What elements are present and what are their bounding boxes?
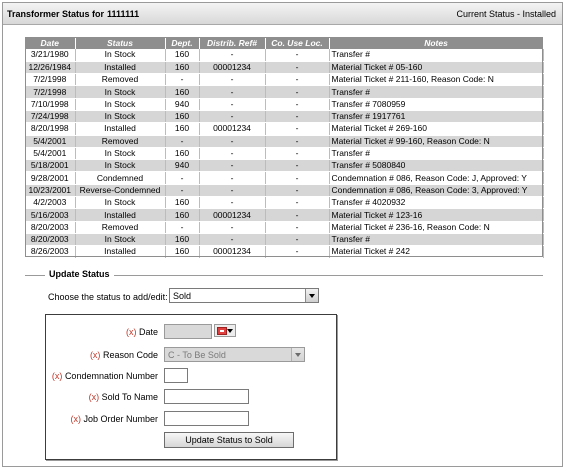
table-row xyxy=(25,233,543,245)
cell-distrib-ref: 00001234 xyxy=(199,61,265,73)
cell-dept: - xyxy=(165,135,199,147)
cell-date: 8/20/2003 xyxy=(25,233,75,245)
table-row xyxy=(25,110,543,122)
table-row xyxy=(25,197,543,209)
status-select[interactable] xyxy=(169,288,319,303)
cell-notes: Material Ticket # 269-160 xyxy=(329,123,543,135)
cell-distrib-ref: - xyxy=(199,110,265,122)
table-row xyxy=(25,160,543,172)
cell-distrib-ref: 00001234 xyxy=(199,246,265,258)
cell-co-use-loc: - xyxy=(265,123,329,135)
cell-date: 10/23/2001 xyxy=(25,184,75,196)
sold-to-name-row xyxy=(46,389,336,405)
sold-to-name-label: (x) Sold To Name xyxy=(88,392,158,402)
cell-date: 8/20/1998 xyxy=(25,123,75,135)
cell-distrib-ref: - xyxy=(199,49,265,61)
status-history-body xyxy=(25,49,543,258)
cell-date: 5/4/2001 xyxy=(25,147,75,159)
table-row xyxy=(25,123,543,135)
cell-dept: - xyxy=(165,184,199,196)
cell-distrib-ref: - xyxy=(199,86,265,98)
column-header-dept: Dept. xyxy=(165,37,199,49)
cell-status: In Stock xyxy=(75,86,165,98)
cell-status: In Stock xyxy=(75,147,165,159)
cell-distrib-ref: - xyxy=(199,98,265,110)
cell-dept: 160 xyxy=(165,49,199,61)
cell-notes: Material Ticket # 05-160 xyxy=(329,61,543,73)
column-header-notes: Notes xyxy=(329,37,543,49)
cell-status: In Stock xyxy=(75,233,165,245)
condemnation-number-label: (x) Condemnation Number xyxy=(51,371,158,381)
cell-distrib-ref: - xyxy=(199,197,265,209)
cell-date: 7/10/1998 xyxy=(25,98,75,110)
cell-distrib-ref: - xyxy=(199,172,265,184)
cell-co-use-loc: - xyxy=(265,110,329,122)
cell-notes: Transfer # xyxy=(329,49,543,61)
cell-co-use-loc: - xyxy=(265,233,329,245)
cell-status: In Stock xyxy=(75,98,165,110)
cell-distrib-ref: 00001234 xyxy=(199,209,265,221)
cell-notes: Condemnation # 086, Reason Code: 3, Approved: Y xyxy=(329,184,543,196)
column-header-status: Status xyxy=(75,37,165,49)
panel-titlebar xyxy=(3,3,562,25)
cell-status: Reverse-Condemned xyxy=(75,184,165,196)
cell-co-use-loc: - xyxy=(265,74,329,86)
cell-dept: 160 xyxy=(165,110,199,122)
cell-status: Removed xyxy=(75,221,165,233)
cell-dept: 160 xyxy=(165,123,199,135)
cell-status: Installed xyxy=(75,209,165,221)
table-row xyxy=(25,246,543,258)
cell-co-use-loc: - xyxy=(265,172,329,184)
cell-date: 5/18/2001 xyxy=(25,160,75,172)
cell-date: 8/26/2003 xyxy=(25,246,75,258)
cell-notes: Material Ticket # 211-160, Reason Code: N xyxy=(329,74,543,86)
cell-date: 3/21/1980 xyxy=(25,49,75,61)
date-label: (x) Date xyxy=(125,327,158,337)
transformer-id: 1111111 xyxy=(107,9,140,19)
cell-status: In Stock xyxy=(75,110,165,122)
job-order-number-field[interactable] xyxy=(164,411,249,426)
update-status-heading: Update Status xyxy=(45,269,114,279)
cell-date: 12/26/1984 xyxy=(25,61,75,73)
cell-co-use-loc: - xyxy=(265,49,329,61)
cell-date: 4/2/2003 xyxy=(25,197,75,209)
table-row xyxy=(25,221,543,233)
job-order-number-label: (x) Job Order Number xyxy=(70,414,158,424)
cell-co-use-loc: - xyxy=(265,221,329,233)
condemnation-number-field[interactable] xyxy=(164,368,188,383)
calendar-icon xyxy=(217,327,227,335)
panel-title: Transformer Status for 1111111 xyxy=(7,9,140,19)
transformer-status-panel xyxy=(2,2,563,467)
table-row xyxy=(25,98,543,110)
column-header-co-use-loc: Co. Use Loc. xyxy=(265,37,329,49)
cell-dept: 160 xyxy=(165,61,199,73)
cell-dept: 160 xyxy=(165,86,199,98)
cell-date: 5/16/2003 xyxy=(25,209,75,221)
cell-dept: 160 xyxy=(165,197,199,209)
table-row xyxy=(25,172,543,184)
reason-code-label: (x) Reason Code xyxy=(89,350,158,360)
cell-notes: Material Ticket # 99-160, Reason Code: N xyxy=(329,135,543,147)
cell-dept: 160 xyxy=(165,147,199,159)
calendar-picker-button[interactable] xyxy=(214,324,236,337)
reason-code-row xyxy=(46,347,336,363)
cell-dept: 940 xyxy=(165,160,199,172)
cell-status: In Stock xyxy=(75,197,165,209)
cell-distrib-ref: - xyxy=(199,233,265,245)
cell-notes: Material Ticket # 242 xyxy=(329,246,543,258)
column-header-distrib-ref: Distrib. Ref# xyxy=(199,37,265,49)
chevron-down-icon[interactable] xyxy=(305,289,318,302)
cell-notes: Transfer # xyxy=(329,147,543,159)
cell-co-use-loc: - xyxy=(265,209,329,221)
cell-status: Removed xyxy=(75,74,165,86)
cell-co-use-loc: - xyxy=(265,135,329,147)
table-header-row xyxy=(25,37,543,49)
cell-co-use-loc: - xyxy=(265,197,329,209)
status-history-table xyxy=(25,37,544,259)
date-row xyxy=(46,324,336,340)
cell-date: 5/4/2001 xyxy=(25,135,75,147)
cell-distrib-ref: - xyxy=(199,221,265,233)
table-row xyxy=(25,49,543,61)
table-row xyxy=(25,184,543,196)
condemnation-number-row xyxy=(46,368,336,384)
cell-dept: 160 xyxy=(165,246,199,258)
table-row xyxy=(25,86,543,98)
cell-notes: Transfer # 1917761 xyxy=(329,110,543,122)
cell-dept: - xyxy=(165,221,199,233)
chevron-down-icon xyxy=(291,348,304,361)
cell-dept: 160 xyxy=(165,233,199,245)
update-status-button[interactable]: Update Status to Sold xyxy=(164,432,294,448)
reason-code-value: C - To Be Sold xyxy=(168,350,226,360)
cell-distrib-ref: - xyxy=(199,147,265,159)
cell-notes: Transfer # 7080959 xyxy=(329,98,543,110)
cell-co-use-loc: - xyxy=(265,98,329,110)
chevron-down-icon xyxy=(227,329,233,333)
cell-date: 8/20/2003 xyxy=(25,221,75,233)
cell-co-use-loc: - xyxy=(265,147,329,159)
cell-notes: Transfer # 4020932 xyxy=(329,197,543,209)
cell-notes: Transfer # xyxy=(329,233,543,245)
table-row xyxy=(25,61,543,73)
current-status-label: Current Status - Installed xyxy=(456,9,556,19)
job-order-number-row xyxy=(46,411,336,427)
cell-notes: Transfer # xyxy=(329,86,543,98)
cell-distrib-ref: - xyxy=(199,74,265,86)
cell-distrib-ref: 00001234 xyxy=(199,123,265,135)
cell-date: 7/2/1998 xyxy=(25,86,75,98)
cell-co-use-loc: - xyxy=(265,184,329,196)
cell-date: 9/28/2001 xyxy=(25,172,75,184)
cell-notes: Condemnation # 086, Reason Code: J, Approved: Y xyxy=(329,172,543,184)
reason-code-select[interactable] xyxy=(164,347,305,362)
cell-co-use-loc: - xyxy=(265,61,329,73)
cell-co-use-loc: - xyxy=(265,246,329,258)
table-row xyxy=(25,209,543,221)
cell-dept: - xyxy=(165,172,199,184)
cell-distrib-ref: - xyxy=(199,184,265,196)
choose-status-label: Choose the status to add/edit: xyxy=(48,292,168,302)
cell-dept: 940 xyxy=(165,98,199,110)
column-header-date: Date xyxy=(25,37,75,49)
cell-distrib-ref: - xyxy=(199,160,265,172)
cell-status: Installed xyxy=(75,123,165,135)
cell-co-use-loc: - xyxy=(265,160,329,172)
cell-notes: Material Ticket # 123-16 xyxy=(329,209,543,221)
status-select-value: Sold xyxy=(173,291,192,301)
cell-distrib-ref: - xyxy=(199,135,265,147)
cell-status: Installed xyxy=(75,61,165,73)
cell-dept: - xyxy=(165,74,199,86)
cell-dept: 160 xyxy=(165,209,199,221)
cell-date: 7/2/1998 xyxy=(25,74,75,86)
cell-status: Removed xyxy=(75,135,165,147)
table-row xyxy=(25,135,543,147)
cell-status: Installed xyxy=(75,246,165,258)
sold-to-name-field[interactable] xyxy=(164,389,249,404)
cell-co-use-loc: - xyxy=(265,86,329,98)
cell-status: In Stock xyxy=(75,160,165,172)
cell-status: Condemned xyxy=(75,172,165,184)
cell-status: In Stock xyxy=(75,49,165,61)
table-row xyxy=(25,74,543,86)
cell-notes: Material Ticket # 236-16, Reason Code: N xyxy=(329,221,543,233)
update-status-form xyxy=(45,314,337,460)
table-row xyxy=(25,147,543,159)
cell-date: 7/24/1998 xyxy=(25,110,75,122)
date-field[interactable] xyxy=(164,324,212,339)
cell-notes: Transfer # 5080840 xyxy=(329,160,543,172)
